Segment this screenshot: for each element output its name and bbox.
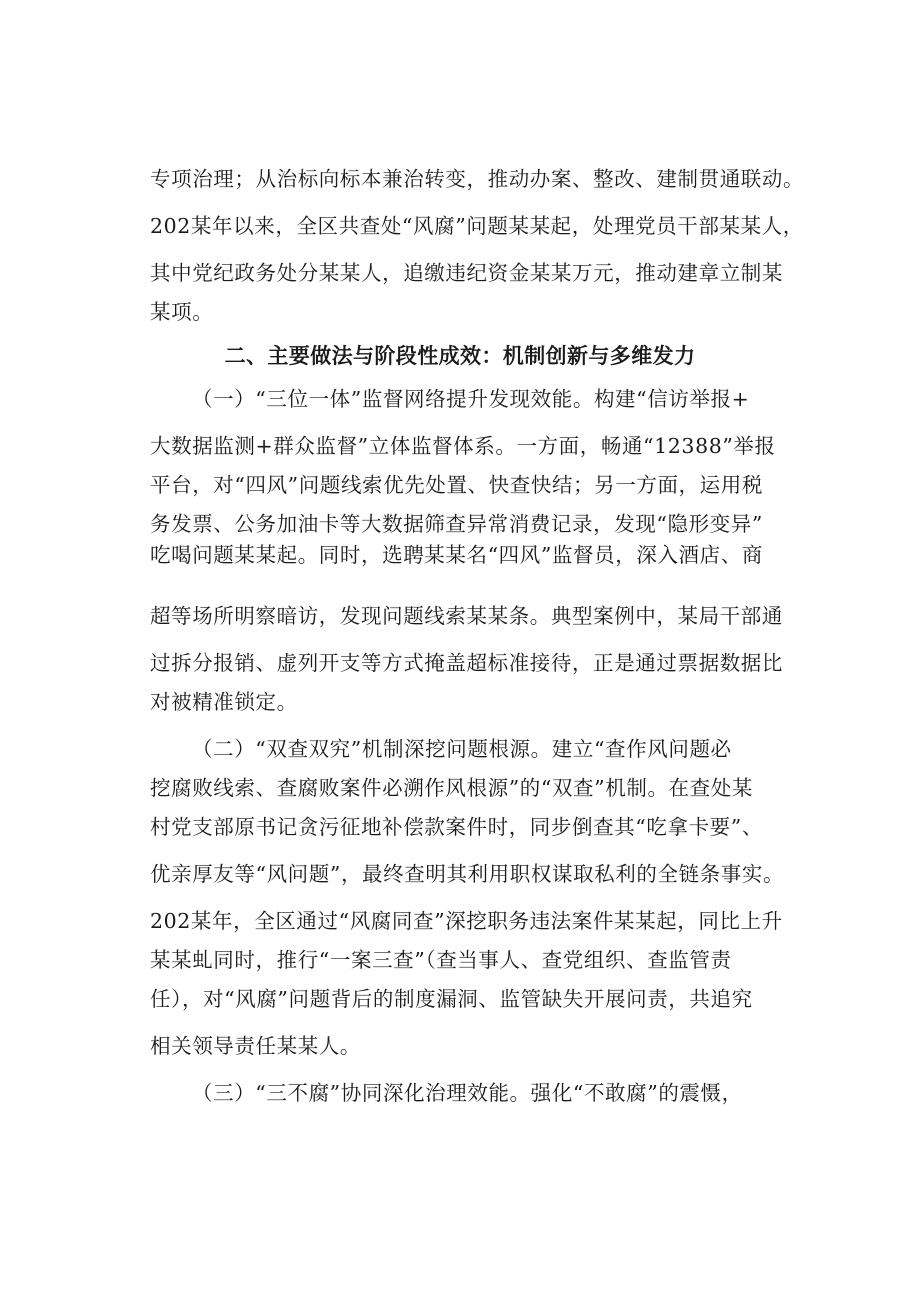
- text-line: 对被精准锁定。: [150, 690, 298, 714]
- text-line: 某某虬同时，推行“一案三查”（查当事人、查党组织、查监管责: [150, 948, 732, 972]
- paragraph-first-line: （三）“三不腐”协同深化治理效能。强化“不敢腐”的震慑，: [192, 1081, 743, 1105]
- text-line: 过拆分报销、虚列开支等方式掩盖超标准接待，正是通过票据数据比: [150, 651, 783, 675]
- text-line: 大数据监测+群众监督”立体监督体系。一方面，畅通“12388”举报: [150, 434, 776, 458]
- text-line: 某项。: [150, 300, 214, 324]
- paragraph-first-line: （二）“双查双究”机制深挖问题根源。建立“查作风问题必: [192, 737, 732, 761]
- text-line: 相关领导责任某某人。: [150, 1034, 361, 1058]
- text-line: 平台，对“四风”问题线索优先处置、快查快结；另一方面，运用税: [150, 473, 763, 497]
- text-line: 挖腐败线索、查腐败案件必溯作风根源”的“双查”机制。在查处某: [150, 776, 753, 800]
- text-line: 超等场所明察暗访，发现问题线索某某条。典型案例中，某局干部通: [150, 604, 783, 628]
- paragraph-first-line: （一）“三位一体”监督网络提升发现效能。构建“信访举报+: [192, 387, 750, 411]
- text-line: 务发票、公务加油卡等大数据筛查异常消费记录，发现“隐形变异”: [150, 512, 763, 536]
- text-line: 202某年，全区通过“风腐同查”深挖职务违法案件某某起，同比上升: [150, 909, 783, 933]
- text-line: 任），对“风腐”问题背后的制度漏洞、监管缺失开展问责，共追究: [150, 987, 753, 1011]
- text-line: 吃喝问题某某起。同时，选聘某某名“四风”监督员，深入酒店、商: [150, 543, 763, 567]
- text-line: 202某年以来，全区共查处“风腐”问题某某起，处理党员干部某某人，: [150, 214, 804, 238]
- text-line: 其中党纪政务处分某某人，追缴违纪资金某某万元，推动建章立制某: [150, 261, 783, 285]
- text-line: 优亲厚友等“风问题”，最终查明其利用职权谋取私利的全链条事实。: [150, 862, 785, 886]
- text-line: 专项治理；从治标向标本兼治转变，推动办案、整改、建制贯通联动。: [150, 167, 805, 191]
- text-line: 村党支部原书记贪污征地补偿款案件时，同步倒查其“吃拿卡要”、: [150, 815, 763, 839]
- section-heading: 二、主要做法与阶段性成效：机制创新与多维发力: [224, 344, 696, 368]
